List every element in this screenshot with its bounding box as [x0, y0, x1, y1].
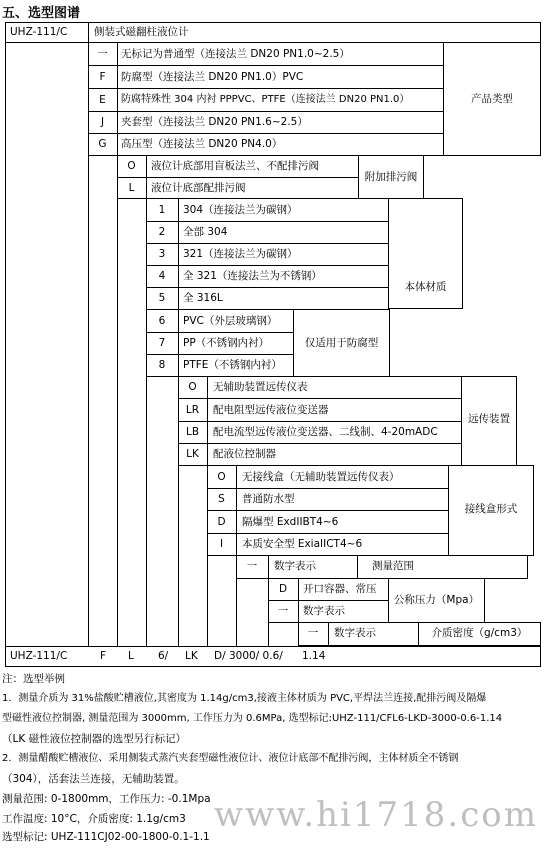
pressure-code: 一 [277, 605, 289, 617]
note-line: 型磁性液位控制器, 测量范围为 3000mm, 工作压力为 0.6MPa, 选型标记:UHZ-111/CFL6-LKD-3000-0.6-1.14 [2, 713, 503, 724]
divider [88, 111, 444, 112]
divider [178, 309, 179, 377]
material-text: 全部 304 [183, 226, 228, 238]
material-text: 全 316L [183, 292, 223, 304]
anticorr-code: 7 [158, 337, 166, 349]
remote-code: LB [185, 426, 200, 438]
note-line: 工作温度: 10°C，介质密度: 1.1g/cm3 [2, 813, 186, 825]
junction-text: 无接线盒（无辅助装置远传仪表） [242, 471, 400, 483]
material-code: 3 [158, 248, 166, 260]
junction-text: 普通防水型 [242, 493, 295, 505]
divider [146, 221, 389, 222]
anticorr-text: PVC（外层玻璃钢） [183, 315, 278, 327]
drain-label: 附加排污阀 [364, 171, 418, 183]
product-type-label: 产品类型 [471, 93, 513, 105]
divider [178, 443, 462, 444]
note-line: 1．测量介质为 31%盐酸贮槽液位,其密度为 1.14g/cm3,接液主体材质为 PVC,平焊法兰连接,配排污阀及隔爆 [2, 693, 487, 704]
anticorr-text: PTFE（不锈钢内衬） [183, 359, 282, 371]
product-code: 一 [97, 48, 108, 60]
material-text: 304（连接法兰为碳钢） [183, 204, 298, 216]
note-line: （304），活套法兰连接，无辅助装置。 [2, 773, 185, 785]
product-text: 夹套型（连接法兰 DN20 PN1.6~2.5） [121, 116, 308, 128]
range-text: 数字表示 [274, 560, 316, 572]
junction-text: 本质安全型 ExiaIICT4~6 [242, 538, 363, 550]
divider [178, 421, 462, 422]
product-code: G [98, 138, 107, 150]
remote-code: O [188, 381, 197, 393]
pressure-label: 公称压力（Mpa） [393, 594, 480, 606]
example-density: 1.14 [302, 650, 326, 662]
example-material: 6/ [158, 650, 169, 662]
drain-code: L [128, 182, 135, 194]
watermark: www.hi1718.com [214, 795, 538, 835]
divider [207, 488, 449, 489]
note-line: （LK 磁性液位控制器的选型另行标记） [2, 733, 187, 745]
remote-code: LK [186, 448, 199, 460]
section-title: 五、选型图谱 [2, 6, 81, 21]
material-text: 321（连接法兰为碳钢） [183, 248, 298, 260]
pressure-text: 开口容器、常压 [303, 583, 377, 595]
pressure-text: 数字表示 [303, 605, 345, 617]
connector-line [117, 155, 118, 647]
product-text: 无标记为普通型（连接法兰 DN20 PN1.0~2.5） [121, 48, 350, 60]
remote-text: 配电阻型远传液位变送器 [213, 404, 329, 416]
drain-text: 液位计底部配排污阀 [151, 182, 246, 194]
divider [88, 88, 444, 89]
density-text: 数字表示 [334, 627, 376, 639]
header-name: 侧装式磁翻柱液位计 [94, 26, 189, 38]
range-code: 一 [246, 560, 258, 572]
header-model: UHZ-111/C [10, 26, 68, 38]
note-line: 选型标记: UHZ-111CJ02-00-1800-0.1-1.1 [2, 831, 210, 843]
drain-text: 液位计底部用盲板法兰、不配排污阀 [151, 160, 319, 172]
anticorr-code: 8 [158, 359, 166, 371]
junction-code: I [219, 538, 224, 550]
note-line: 测量范围: 0-1800mm，工作压力: -0.1Mpa [2, 793, 211, 805]
divider [88, 133, 444, 134]
example-type: F [100, 650, 107, 662]
material-code: 4 [158, 270, 166, 282]
density-code: 一 [307, 627, 319, 639]
junction-label: 接线盒形式 [464, 503, 518, 515]
junction-code: D [217, 516, 226, 528]
range-label: 测量范围 [372, 560, 414, 572]
remote-text: 配液位控制器 [213, 448, 276, 460]
divider [146, 243, 389, 244]
product-text: 高压型（连接法兰 DN20 PN4.0） [121, 138, 283, 150]
example-junction-range-pressure: D/ 3000/ 0.6/ [214, 650, 283, 662]
junction-code: S [218, 493, 225, 505]
material-code: 1 [158, 204, 166, 216]
remote-code: LR [185, 404, 200, 416]
divider [178, 398, 462, 399]
anticorr-text: PP（不锈钢内衬） [183, 337, 270, 349]
remote-label: 远传装置 [468, 413, 510, 425]
density-label: 介质密度（g/cm3） [431, 627, 528, 639]
divider [88, 65, 444, 66]
anticorr-code: 6 [158, 315, 166, 327]
divider [117, 42, 118, 156]
product-code: F [99, 71, 106, 83]
divider [268, 600, 389, 601]
product-text: 防腐型（连接法兰 DN20 PN1.0）PVC [121, 71, 304, 83]
example-drain: L [128, 650, 134, 662]
junction-text: 隔爆型 ExdIIBT4~6 [242, 516, 339, 528]
divider [117, 177, 359, 178]
material-code: 5 [158, 292, 166, 304]
example-model: UHZ-111/C [10, 650, 68, 662]
anticorr-label: 仅适用于防腐型 [304, 337, 379, 349]
divider [146, 332, 294, 333]
remote-text: 配电流型远传液位变送器、二线制、4-20mADC [213, 426, 438, 438]
divider [328, 622, 329, 646]
divider [207, 510, 449, 511]
remote-text: 无辅助装置远传仪表 [213, 381, 308, 393]
note-line: 2．测量醋酸贮槽液位、采用侧装式蒸汽夹套型磁性液位计、液位计底部不配排污阀，主体材质全不锈钢 [2, 753, 459, 764]
product-text: 防腐特殊性 304 内衬 PPPVC、PTFE（连接法兰 DN20 PN1.0） [121, 94, 410, 105]
divider [178, 287, 179, 310]
example-remote: LK [185, 650, 198, 662]
material-text: 全 321（连接法兰为不锈钢） [183, 270, 322, 282]
divider [146, 265, 389, 266]
divider [146, 354, 294, 355]
product-code: J [100, 116, 105, 128]
divider [268, 555, 269, 579]
drain-code: O [127, 160, 136, 172]
note-line: 注：选型举例 [2, 673, 65, 685]
junction-code: O [217, 471, 226, 483]
material-label: 本体材质 [404, 281, 447, 293]
product-code: E [99, 94, 106, 106]
divider [207, 533, 449, 534]
pressure-code: D [278, 583, 288, 595]
material-code: 2 [158, 226, 166, 238]
frame-line [5, 42, 6, 647]
